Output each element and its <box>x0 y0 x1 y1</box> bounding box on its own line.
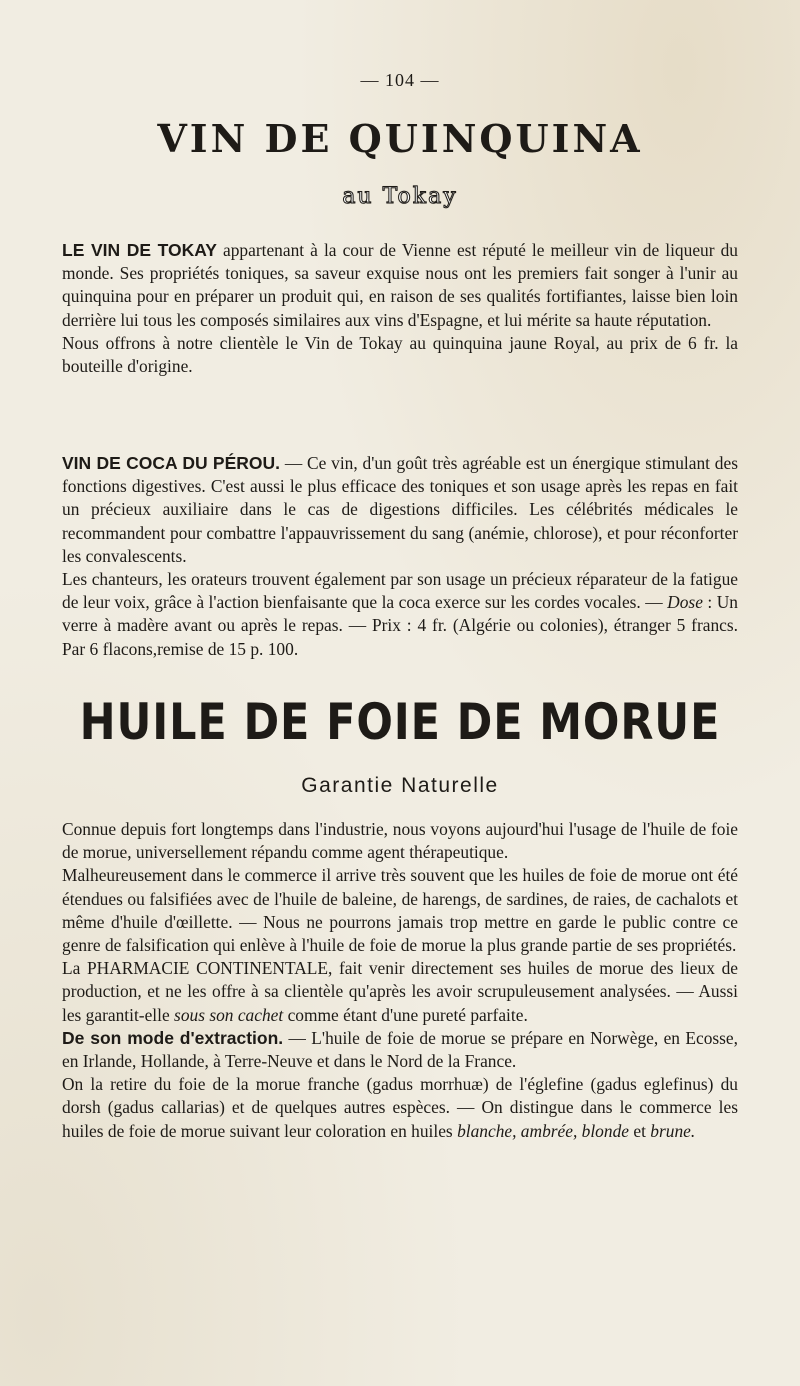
paragraph-body: appartenant à la cour de Vienne est réputé le meilleur vin de liqueur du monde. Ses propriétés toniques, sa saveur exquise nous ont les premiers fait songer à l'unir au quinquina pour en préparer un produit qui, en raison de ses qualités fortifiantes, laisse bien loin derrière lui tous les composés similaires aux vins d'Espagne, et lui mérite sa haute réputation. <box>62 240 738 330</box>
paragraph-coca <box>62 452 738 568</box>
paragraph-italic: blanche, ambrée, blonde <box>457 1120 629 1141</box>
paragraph-origin <box>62 1073 738 1143</box>
quinquina-text-block <box>62 239 738 378</box>
huile-text-block <box>62 818 738 1143</box>
section-subtitle-tokay: au Tokay <box>342 184 458 209</box>
section-subtitle-garantie: Garantie Naturelle <box>301 774 499 797</box>
paragraph-text: On la retire du foie de la morue franche (gadus morrhuæ) de l'églefine (gadus eglefinus) du dorsh (gadus callarias) et de quelques autres espèces. — On distingue dans le commerce les huiles de foie de morue suivant leur coloration en huiles <box>62 1074 738 1141</box>
paragraph-text: et <box>633 1120 646 1141</box>
dose-label: Dose <box>667 592 703 613</box>
paragraph-lead: De son mode d'extraction. <box>62 1027 284 1048</box>
paragraph-text: Les chanteurs, les orateurs trouvent également par son usage un précieux réparateur de la fatigue de leur voix, grâce à l'action bienfaisante que la coca exerce sur les cordes vocales. — <box>62 569 738 613</box>
paragraph-body: — L'huile de foie de morue se prépare en Norwège, en Ecosse, en Irlande, Hollande, à Terre-Neuve et dans le Nord de la France. <box>62 1027 738 1072</box>
paragraph-lead: VIN DE COCA DU PÉROU. <box>62 453 281 473</box>
paragraph-pharmacie <box>62 957 738 1027</box>
paragraph-lead: LE VIN DE TOKAY <box>62 240 217 260</box>
paragraph-extraction <box>62 1027 738 1073</box>
paragraph-text: La PHARMACIE CONTINENTALE, fait venir directement ses huiles de morue des lieux de production, et ne les offre à sa clientèle qu'après les avoir scrupuleusement analysées. — Aussi les garantit-elle <box>62 958 738 1025</box>
paragraph-singers <box>62 568 738 661</box>
page-number: — 104 — <box>360 70 440 90</box>
paragraph-text: comme étant d'une pureté parfaite. <box>287 1004 528 1025</box>
coca-text-block <box>62 452 738 661</box>
paragraph-falsification: Malheureusement dans le commerce il arrive très souvent que les huiles de foie de morue ont été étendues ou falsifiées avec de l'huile de baleine, de harengs, de sardines, de raies, de cachalots et même d'huile d'œillette. — Nous ne pourrons jamais trop mettre en garde le public contre ce genre de falsification qui enlève à l'huile de foie de morue la plus grande partie de ses propriétés. <box>62 865 738 956</box>
paragraph-intro: Connue depuis fort longtemps dans l'industrie, nous voyons aujourd'hui l'usage de l'huile de foie de morue, universellement répandu comme agent thérapeutique. <box>62 819 738 863</box>
paragraph-italic: sous son cachet <box>174 1004 284 1025</box>
paragraph-text: : Un verre à madère avant ou après le repas. — Prix : 4 fr. (Algérie ou colonies), étranger 5 francs. Par 6 flacons,remise de 15 p. 100. <box>62 592 739 659</box>
paragraph-offer: Nous offrons à notre clientèle le Vin de Tokay au quinquina jaune Royal, au prix de 6 fr. la bouteille d'origine. <box>62 332 738 377</box>
paragraph-body: — Ce vin, d'un goût très agréable est un énergique stimulant des fonctions digestives. C'est aussi le plus efficace des toniques et son usage après les repas en fait un précieux auxiliaire dans le cas de digestions difficiles. Les célébrités médicales le recommandent pour combattre l'appauvrissement du sang (anémie, chlorose), et pour réconforter les convalescents. <box>62 453 738 566</box>
paragraph-tokay <box>62 239 738 332</box>
section-title-quinquina: VIN DE QUINQUINA <box>157 116 643 161</box>
section-title-huile: HUILE DE FOIE DE MORUE <box>79 693 721 751</box>
paragraph-italic: brune. <box>650 1120 696 1141</box>
